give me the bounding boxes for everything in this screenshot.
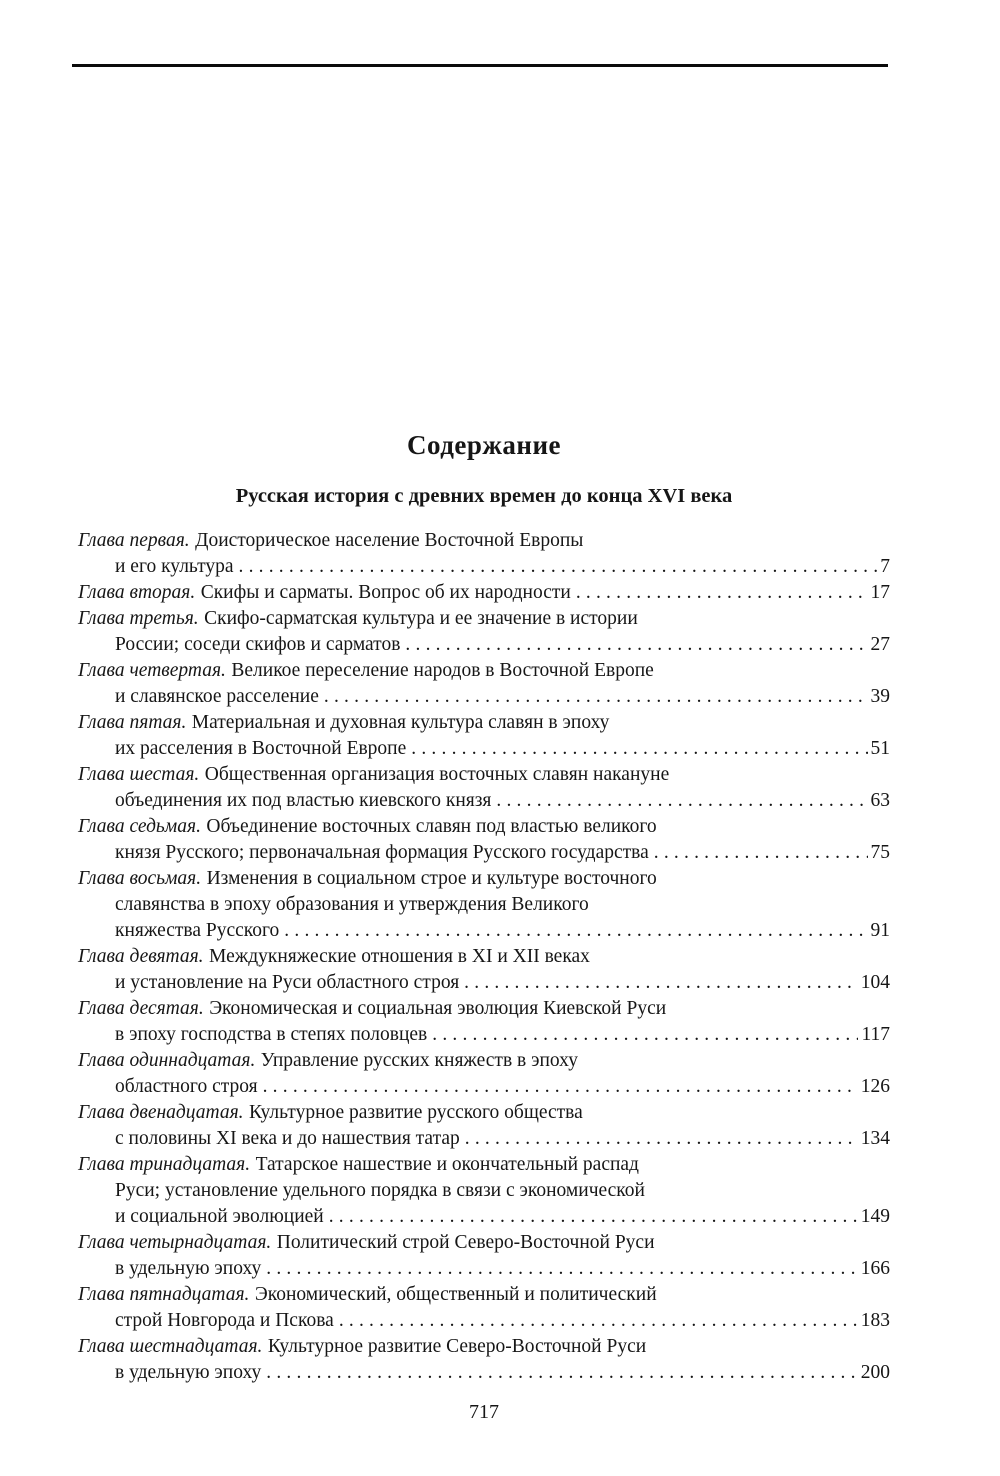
toc-entry [78, 1282, 890, 1334]
chapter-label: Глава тринадцатая. [78, 1154, 251, 1175]
page-number: 717 [469, 1401, 499, 1423]
chapter-title-continuation: областного строя [115, 1076, 258, 1097]
toc-entry [78, 1152, 890, 1230]
dot-leader [432, 1022, 858, 1048]
toc-entry-line [78, 918, 890, 944]
toc-entry-line [78, 1334, 890, 1360]
table-of-contents [78, 528, 890, 1386]
toc-entry [78, 762, 890, 814]
chapter-title: Скифы и сарматы. Вопрос об их народности [200, 582, 571, 603]
toc-entry-line [78, 892, 890, 918]
dot-leader [465, 1126, 858, 1152]
page-content [78, 0, 890, 1425]
dot-leader [411, 736, 867, 762]
chapter-title-continuation: и установление на Руси областного строя [115, 972, 460, 993]
section-heading: Русская история с древних времен до конца XVI века [235, 485, 733, 507]
chapter-title: Культурное развитие Северо-Восточной Руси [267, 1336, 647, 1357]
dot-leader [496, 788, 867, 814]
chapter-title: Общественная организация восточных славян накануне [204, 764, 670, 785]
toc-page-number: 51 [870, 738, 890, 759]
toc-page-number: 27 [870, 634, 890, 655]
toc-entry-line [78, 632, 890, 658]
chapter-title-continuation: их расселения в Восточной Европе [115, 738, 407, 759]
toc-entry-line [78, 1360, 890, 1386]
dot-leader [239, 554, 878, 580]
toc-page-number: 63 [870, 790, 890, 811]
dot-leader [263, 1074, 858, 1100]
toc-entry [78, 814, 890, 866]
page-title: Содержание [406, 430, 562, 460]
toc-entry-line [78, 762, 890, 788]
toc-entry-line [78, 840, 890, 866]
chapter-title: Материальная и духовная культура славян в эпоху [191, 712, 610, 733]
chapter-title: Доисторическое население Восточной Европы [195, 530, 584, 551]
toc-entry [78, 710, 890, 762]
dot-leader [339, 1308, 858, 1334]
toc-entry [78, 1100, 890, 1152]
chapter-title: Междукняжеские отношения в XI и XII веках [209, 946, 590, 967]
chapter-title-continuation: и славянское расселение [115, 686, 319, 707]
toc-entry-line [78, 944, 890, 970]
toc-entry-line [78, 814, 890, 840]
chapter-title: Управление русских княжеств в эпоху [260, 1050, 578, 1071]
toc-entry-line [78, 1048, 890, 1074]
toc-page-number: 126 [860, 1076, 890, 1097]
chapter-title: Татарское нашествие и окончательный распад [255, 1154, 639, 1175]
chapter-title-continuation: объединения их под властью киевского князя [115, 790, 492, 811]
toc-page-number: 134 [860, 1128, 890, 1149]
chapter-title: Экономический, общественный и политический [254, 1284, 657, 1305]
chapter-title-continuation: князя Русского; первоначальная формация Русского государства [115, 842, 649, 863]
chapter-title: Изменения в социальном строе и культуре восточного [206, 868, 657, 889]
chapter-label: Глава первая. [78, 530, 190, 551]
toc-entry-line [78, 996, 890, 1022]
toc-page-number: 39 [870, 686, 890, 707]
toc-entry-line [78, 1204, 890, 1230]
chapter-label: Глава четырнадцатая. [78, 1232, 272, 1253]
toc-page-number: 166 [860, 1258, 890, 1279]
toc-entry-line [78, 1074, 890, 1100]
chapter-label: Глава восьмая. [78, 868, 202, 889]
chapter-title: Скифо-сарматская культура и ее значение в истории [204, 608, 638, 629]
toc-entry-line [78, 970, 890, 996]
chapter-title-continuation: в эпоху господства в степях половцев [115, 1024, 428, 1045]
toc-entry [78, 606, 890, 658]
dot-leader [266, 1256, 857, 1282]
chapter-title-continuation: России; соседи скифов и сарматов [115, 634, 401, 655]
chapter-title: Экономическая и социальная эволюция Киевской Руси [209, 998, 667, 1019]
chapter-label: Глава одиннадцатая. [78, 1050, 256, 1071]
toc-entry-line [78, 1100, 890, 1126]
toc-entry [78, 528, 890, 580]
toc-entry-line [78, 1152, 890, 1178]
chapter-title-continuation: в удельную эпоху [115, 1258, 262, 1279]
toc-entry-line [78, 710, 890, 736]
chapter-label: Глава седьмая. [78, 816, 201, 837]
chapter-title-continuation: славянства в эпоху образования и утверждения Великого [115, 894, 589, 915]
dot-leader [324, 684, 868, 710]
toc-page-number: 104 [860, 972, 890, 993]
toc-entry [78, 866, 890, 944]
toc-entry-line [78, 1178, 890, 1204]
toc-entry [78, 944, 890, 996]
chapter-label: Глава пятая. [78, 712, 187, 733]
chapter-title-continuation: и социальной эволюцией [115, 1206, 324, 1227]
toc-entry [78, 658, 890, 710]
toc-page-number: 200 [860, 1362, 890, 1383]
dot-leader [576, 580, 868, 606]
toc-entry [78, 580, 890, 606]
dot-leader [284, 918, 867, 944]
toc-entry-line [78, 1230, 890, 1256]
toc-entry [78, 1230, 890, 1282]
chapter-title-continuation: Руси; установление удельного порядка в связи с экономической [115, 1180, 645, 1201]
toc-entry-line [78, 1256, 890, 1282]
toc-entry-line [78, 788, 890, 814]
chapter-label: Глава шестая. [78, 764, 200, 785]
chapter-label: Глава двенадцатая. [78, 1102, 244, 1123]
chapter-label: Глава девятая. [78, 946, 204, 967]
dot-leader [266, 1360, 857, 1386]
toc-page-number: 149 [860, 1206, 890, 1227]
toc-entry-line [78, 580, 890, 606]
chapter-label: Глава третья. [78, 608, 199, 629]
toc-page-number: 75 [870, 842, 890, 863]
dot-leader [329, 1204, 858, 1230]
chapter-title-continuation: княжества Русского [115, 920, 280, 941]
chapter-title: Культурное развитие русского общества [248, 1102, 583, 1123]
toc-entry-line [78, 658, 890, 684]
chapter-label: Глава четвертая. [78, 660, 226, 681]
toc-entry [78, 1048, 890, 1100]
toc-entry-line [78, 866, 890, 892]
toc-page-number: 17 [870, 582, 890, 603]
toc-entry-line [78, 1022, 890, 1048]
chapter-title-continuation: строй Новгорода и Пскова [115, 1310, 334, 1331]
chapter-label: Глава пятнадцатая. [78, 1284, 250, 1305]
chapter-title: Великое переселение народов в Восточной Европе [231, 660, 654, 681]
toc-entry-line [78, 1282, 890, 1308]
toc-entry-line [78, 528, 890, 554]
toc-page-number: 183 [860, 1310, 890, 1331]
chapter-label: Глава шестнадцатая. [78, 1336, 263, 1357]
toc-page-number: 117 [861, 1024, 890, 1045]
chapter-title-continuation: с половины XI века и до нашествия татар [115, 1128, 460, 1149]
chapter-title-continuation: и его культура [115, 556, 234, 577]
toc-page-number: 91 [870, 920, 890, 941]
toc-entry [78, 1334, 890, 1386]
toc-entry-line [78, 554, 890, 580]
toc-entry-line [78, 684, 890, 710]
dot-leader [654, 840, 868, 866]
toc-entry [78, 996, 890, 1048]
chapter-title: Объединение восточных славян под властью великого [206, 816, 657, 837]
chapter-title: Политический строй Северо-Восточной Руси [276, 1232, 655, 1253]
toc-entry-line [78, 1126, 890, 1152]
toc-page-number: 7 [880, 556, 890, 577]
dot-leader [405, 632, 867, 658]
dot-leader [464, 970, 858, 996]
chapter-label: Глава вторая. [78, 582, 196, 603]
toc-entry-line [78, 606, 890, 632]
toc-entry-line [78, 736, 890, 762]
toc-entry-line [78, 1308, 890, 1334]
chapter-title-continuation: в удельную эпоху [115, 1362, 262, 1383]
chapter-label: Глава десятая. [78, 998, 204, 1019]
